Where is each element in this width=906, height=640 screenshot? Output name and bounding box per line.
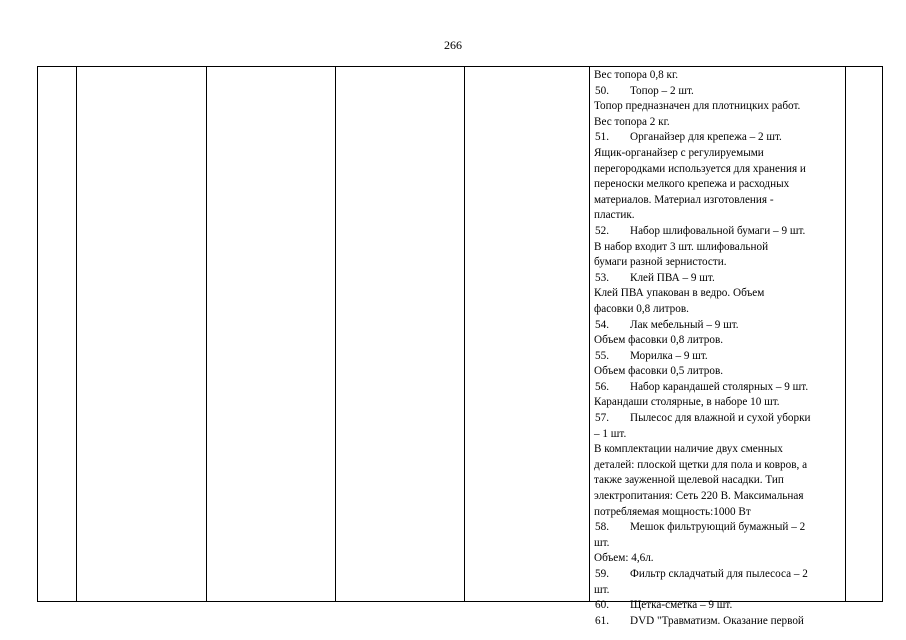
text-line [592, 146, 842, 162]
numbered-item-line [592, 130, 842, 146]
text-line [592, 193, 842, 209]
text-line [592, 302, 842, 318]
text-line [592, 505, 842, 521]
text-line [592, 68, 842, 84]
numbered-item-line [592, 614, 842, 630]
line-text: Объем фасовки 0,8 литров. [594, 334, 724, 347]
line-text: Органайзер для крепежа – 2 шт. [630, 131, 782, 144]
line-text: пластик. [594, 209, 635, 222]
column-divider [845, 67, 846, 601]
text-line [592, 99, 842, 115]
text-line [592, 473, 842, 489]
text-line [592, 240, 842, 256]
text-line [592, 489, 842, 505]
numbered-item-line [592, 520, 842, 536]
line-text: электропитания: Сеть 220 В. Максимальная [594, 490, 804, 503]
item-number: 57. [595, 412, 609, 425]
item-number: 56. [595, 380, 609, 393]
line-text: Мешок фильтрующий бумажный – 2 [630, 521, 806, 534]
item-number: 55. [595, 349, 609, 362]
text-line [592, 162, 842, 178]
line-text: Морилка – 9 шт. [630, 349, 708, 362]
line-text: В набор входит 3 шт. шлифовальной [594, 240, 769, 253]
page-number: 266 [444, 38, 462, 52]
line-text: Лак мебельный – 9 шт. [630, 318, 739, 331]
item-number: 58. [595, 521, 609, 534]
numbered-item-line [592, 224, 842, 240]
text-line [592, 395, 842, 411]
item-number: 60. [595, 599, 609, 612]
line-text: потребляемая мощность:1000 Вт [594, 505, 751, 518]
numbered-item-line [592, 411, 842, 427]
line-text: Вес топора 0,8 кг. [594, 69, 679, 81]
item-number: 52. [595, 224, 609, 237]
line-text: шт. [594, 536, 610, 549]
numbered-item-line [592, 318, 842, 334]
text-line [592, 364, 842, 380]
text-line [592, 442, 842, 458]
equipment-description-cell [592, 68, 842, 629]
text-line [592, 208, 842, 224]
item-number: 51. [595, 131, 609, 144]
item-number: 59. [595, 568, 609, 580]
text-line [592, 536, 842, 552]
line-text: Клей ПВА упакован в ведро. Объем [594, 287, 765, 300]
numbered-item-line [592, 598, 842, 614]
line-text: – 1 шт. [594, 427, 627, 440]
line-text: Карандаши столярные, в наборе 10 шт. [594, 396, 780, 409]
text-line [592, 333, 842, 349]
line-text: Вес топора 2 кг. [594, 115, 670, 128]
line-text: деталей: плоской щетки для пола и ковров, а [594, 458, 808, 471]
column-divider [335, 67, 336, 601]
line-text: Щетка-сметка – 9 шт. [630, 599, 733, 612]
item-number: 54. [595, 318, 609, 331]
line-text: бумаги разной зернистости. [594, 256, 727, 269]
line-text: Пылесос для влажной и сухой уборки [630, 412, 811, 425]
line-text: В комплектации наличие двух сменных [594, 443, 783, 456]
line-text: материалов. Материал изготовления - [594, 193, 774, 206]
text-line [592, 583, 842, 599]
line-text: перегородками используется для хранения и [594, 162, 806, 175]
numbered-item-line [592, 84, 842, 100]
numbered-item-line [592, 567, 842, 583]
line-text: Фильтр складчатый для пылесоса – 2 [630, 568, 808, 580]
line-text: Объем: 4,6л. [594, 552, 654, 565]
text-line [592, 177, 842, 193]
item-number: 61. [595, 614, 609, 627]
text-line [592, 255, 842, 271]
line-text: Клей ПВА – 9 шт. [630, 271, 715, 284]
line-text: Набор карандашей столярных – 9 шт. [630, 380, 809, 393]
line-text: Топор предназначен для плотницких работ. [594, 100, 801, 113]
item-number: 50. [595, 84, 609, 97]
line-text: фасовки 0,8 литров. [594, 302, 689, 315]
line-text: DVD "Травматизм. Оказание первой [630, 614, 804, 627]
text-line [592, 286, 842, 302]
column-divider [76, 67, 77, 601]
column-divider [464, 67, 465, 601]
line-text: Объем фасовки 0,5 литров. [594, 365, 724, 378]
text-line [592, 551, 842, 567]
line-text: Набор шлифовальной бумаги – 9 шт. [630, 224, 806, 237]
column-divider [206, 67, 207, 601]
numbered-item-line [592, 271, 842, 287]
equipment-table [37, 66, 883, 627]
line-text: переноски мелкого крепежа и расходных [594, 178, 790, 191]
line-text: шт. [594, 583, 610, 596]
item-number: 53. [595, 271, 609, 284]
text-line [592, 427, 842, 443]
line-text: Топор – 2 шт. [630, 84, 694, 97]
line-text: также зауженной щелевой насадки. Тип [594, 474, 784, 487]
text-line [592, 458, 842, 474]
numbered-item-line [592, 349, 842, 365]
numbered-item-line [592, 380, 842, 396]
column-divider [589, 67, 590, 601]
text-line [592, 115, 842, 131]
line-text: Ящик-органайзер с регулируемыми [594, 146, 764, 159]
